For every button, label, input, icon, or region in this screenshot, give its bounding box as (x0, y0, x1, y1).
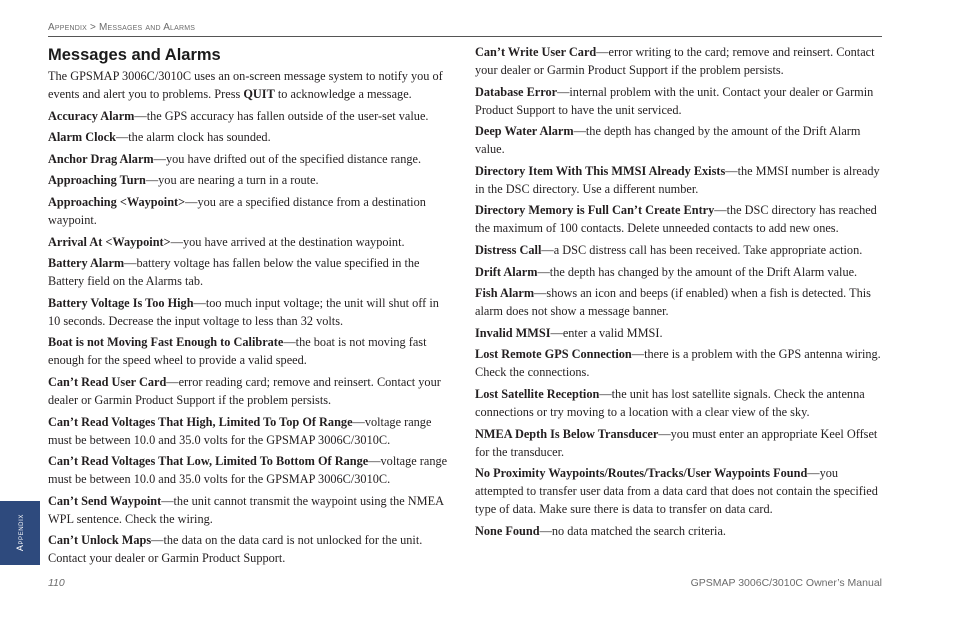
message-entry (48, 107, 452, 125)
message-description: —battery voltage has fallen below the value specified in the Battery field on the Alarms tab. (48, 256, 420, 289)
message-term: No Proximity Waypoints/Routes/Tracks/User Waypoints Found (475, 466, 808, 481)
message-term: Accuracy Alarm (48, 108, 135, 123)
message-description: —a DSC distress call has been received. Take appropriate action. (541, 242, 863, 257)
message-description: —the data on the data card is not unlocked for the unit. Contact your dealer or Garmin Product Support. (48, 533, 423, 566)
message-entry (48, 150, 452, 168)
message-description: —the GPS accuracy has fallen outside of the user-set value. (134, 108, 429, 123)
left-message-list (48, 107, 452, 568)
header-rule (48, 36, 882, 37)
right-column (475, 43, 885, 543)
message-description: —the depth has changed by the amount of the Drift Alarm value. (475, 124, 861, 157)
message-term: Directory Memory is Full Can’t Create Entry (475, 203, 715, 218)
message-description: —the alarm clock has sounded. (115, 130, 271, 145)
message-description: —error writing to the card; remove and reinsert. Contact your dealer or Garmin Product Support if the problem persists. (475, 45, 875, 77)
message-term: Boat is not Moving Fast Enough to Calibrate (48, 335, 284, 350)
message-term: NMEA Depth Is Below Transducer (475, 426, 659, 441)
message-entry (48, 128, 452, 146)
intro-paragraph (48, 67, 452, 103)
message-term: Battery Voltage Is Too High (48, 295, 194, 310)
message-description: —internal problem with the unit. Contact your dealer or Garmin Product Support to have the unit serviced. (475, 84, 874, 117)
message-description: —the DSC directory has reached the maximum of 100 contacts. Delete unneeded contacts to add new ones. (475, 203, 877, 236)
message-description: —too much input voltage; the unit will shut off in 10 seconds. Decrease the input voltage to less than 32 volts. (48, 295, 439, 328)
page-title: Messages and Alarms (48, 46, 221, 64)
message-entry (475, 522, 885, 540)
message-description: —the depth has changed by the amount of the Drift Alarm value. (537, 264, 858, 279)
message-term: Fish Alarm (475, 286, 535, 301)
message-term: Battery Alarm (48, 256, 125, 271)
message-description: —voltage range must be between 10.0 and 35.0 volts for the GPSMAP 3006C/3010C. (48, 454, 448, 487)
message-entry (475, 162, 885, 198)
message-entry (48, 294, 452, 330)
message-term: None Found (475, 523, 540, 538)
message-description: —the boat is not moving fast enough for the speed wheel to provide a valid speed. (48, 335, 427, 368)
message-entry (48, 193, 452, 229)
message-term: Anchor Drag Alarm (48, 151, 154, 166)
breadcrumb (48, 22, 195, 33)
quit-key-label: QUIT (243, 87, 275, 101)
message-term: Database Error (475, 84, 558, 99)
message-term: Can’t Read Voltages That Low, Limited To Bottom Of Range (48, 454, 369, 469)
breadcrumb-page: Messages and Alarms (99, 22, 196, 33)
message-description: —you must enter an appropriate Keel Offset for the transducer. (475, 426, 878, 459)
message-entry (48, 333, 452, 369)
message-entry (475, 345, 885, 381)
message-term: Approaching <Waypoint> (48, 194, 186, 209)
message-term: Lost Remote GPS Connection (475, 347, 632, 362)
message-entry (48, 171, 452, 189)
message-term: Directory Item With This MMSI Already Exists (475, 163, 726, 178)
message-term: Can’t Read User Card (48, 374, 167, 389)
message-entry (48, 254, 452, 290)
message-entry (48, 492, 452, 528)
message-description: —voltage range must be between 10.0 and 35.0 volts for the GPSMAP 3006C/3010C. (48, 414, 432, 447)
message-entry (48, 452, 452, 488)
message-description: —no data matched the search criteria. (539, 523, 726, 538)
message-term: Distress Call (475, 242, 542, 257)
message-description: —error reading card; remove and reinsert. Contact your dealer or Garmin Product Support if the problem persists. (48, 374, 441, 407)
message-description: —you attempted to transfer user data from a data card that does not contain the specified type of data. Make sure there is data to transfer on data card. (475, 466, 878, 517)
message-entry (475, 385, 885, 421)
message-description: —the MMSI number is already in the DSC directory. Use a different number. (475, 163, 880, 196)
message-term: Approaching Turn (48, 173, 146, 188)
section-tab (0, 501, 40, 565)
message-term: Invalid MMSI (475, 325, 551, 340)
breadcrumb-section: Appendix (48, 22, 88, 33)
message-entry (48, 531, 452, 567)
intro-text-end: to acknowledge a message. (274, 87, 412, 101)
message-term: Lost Satellite Reception (475, 386, 600, 401)
breadcrumb-separator: > (87, 22, 100, 33)
message-term: Can’t Unlock Maps (48, 533, 152, 548)
message-term: Alarm Clock (48, 130, 116, 145)
message-term: Can’t Read Voltages That High, Limited To Top Of Range (48, 414, 353, 429)
section-tab-label: Appendix (15, 514, 25, 552)
message-entry (475, 83, 885, 119)
message-description: —the unit cannot transmit the waypoint using the NMEA WPL sentence. Check the wiring. (48, 493, 444, 526)
message-description: —there is a problem with the GPS antenna wiring. Check the connections. (475, 347, 881, 380)
message-term: Arrival At <Waypoint> (48, 234, 171, 249)
manual-title: GPSMAP 3006C/3010C Owner’s Manual (690, 577, 882, 589)
message-entry (48, 413, 452, 449)
message-entry (475, 201, 885, 237)
message-entry (475, 324, 885, 342)
message-entry (475, 464, 885, 518)
right-message-list (475, 43, 885, 540)
message-term: Drift Alarm (475, 264, 538, 279)
message-entry (475, 122, 885, 158)
page-number: 110 (48, 577, 65, 589)
message-description: —you have arrived at the destination waypoint. (170, 234, 405, 249)
left-column (48, 44, 452, 571)
message-entry (475, 263, 885, 281)
message-entry (48, 373, 452, 409)
message-description: —enter a valid MMSI. (550, 325, 663, 340)
message-entry (475, 241, 885, 259)
message-entry (475, 43, 885, 79)
message-term: Deep Water Alarm (475, 124, 574, 139)
message-description: —you are a specified distance from a destination waypoint. (48, 194, 426, 227)
message-entry (475, 284, 885, 320)
message-description: —you have drifted out of the specified distance range. (153, 151, 422, 166)
message-term: Can’t Write User Card (475, 45, 597, 59)
message-entry (48, 233, 452, 251)
message-description: —you are nearing a turn in a route. (145, 173, 319, 188)
message-description: —shows an icon and beeps (if enabled) when a fish is detected. This alarm does not show a message banner. (475, 286, 871, 319)
intro-text: The GPSMAP 3006C/3010C uses an on-screen message system to notify you of events and alert you to problems. Press (48, 69, 443, 101)
message-entry (475, 425, 885, 461)
message-term: Can’t Send Waypoint (48, 493, 162, 508)
message-description: —the unit has lost satellite signals. Check the antenna connections or try moving to a location with a clear view of the sky. (475, 386, 865, 419)
